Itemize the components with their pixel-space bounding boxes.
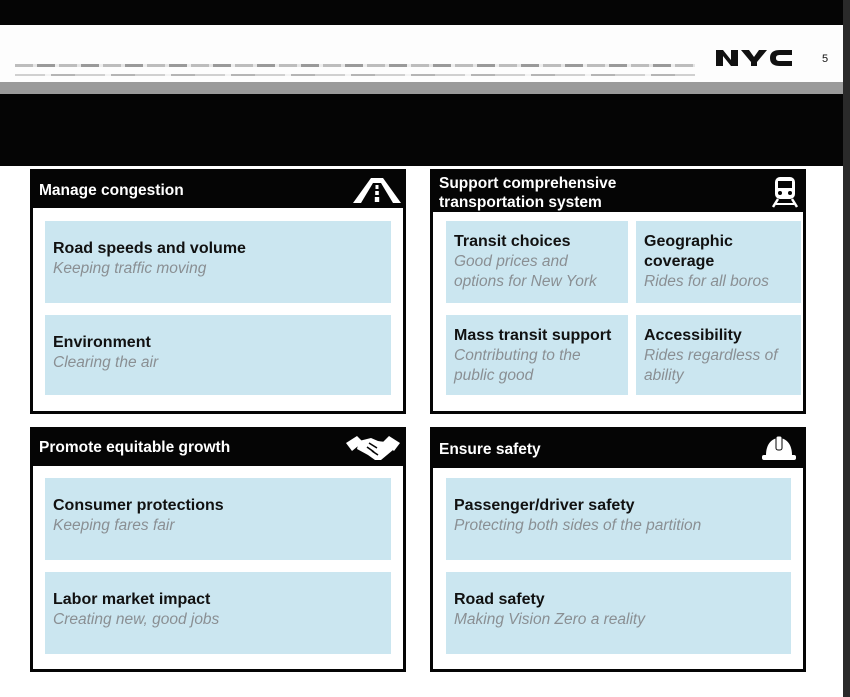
tile-title-line-1: Geographic xyxy=(644,233,733,250)
panel-title-line-2: transportation system xyxy=(439,194,602,211)
tile-title: Labor market impact xyxy=(53,591,211,608)
tile-subtitle-line-2: public good xyxy=(454,367,534,384)
manage-congestion-panel xyxy=(30,169,406,414)
tile-consumer-protections xyxy=(45,478,391,560)
panel-header xyxy=(433,172,803,212)
title-bar xyxy=(0,94,843,166)
tile-subtitle: Clearing the air xyxy=(53,354,159,371)
tile-subtitle-line-2: options for New York xyxy=(454,273,597,290)
tile-title: Road safety xyxy=(454,591,545,608)
equitable-growth-panel xyxy=(30,427,406,672)
tile-road-speeds xyxy=(45,221,391,303)
tile-subtitle: Making Vision Zero a reality xyxy=(454,611,645,628)
panel-header xyxy=(433,430,803,468)
tile-title: Mass transit support xyxy=(454,327,612,344)
tile-title-line-2: coverage xyxy=(644,253,715,270)
train-icon xyxy=(770,175,800,209)
tile-title: Accessibility xyxy=(644,327,742,344)
tile-transit-choices xyxy=(446,221,628,303)
panel-title: Promote equitable growth xyxy=(39,439,231,456)
top-black-bar xyxy=(0,0,850,25)
tile-environment xyxy=(45,315,391,395)
tile-subtitle: Creating new, good jobs xyxy=(53,611,220,628)
transportation-system-panel xyxy=(430,169,806,414)
panel-header xyxy=(33,430,403,466)
tile-subtitle: Protecting both sides of the partition xyxy=(454,517,702,534)
tile-title: Environment xyxy=(53,334,151,351)
tile-subtitle-line-2: ability xyxy=(644,367,684,384)
panel-title: Ensure safety xyxy=(439,441,541,458)
tile-subtitle-line-1: Contributing to the xyxy=(454,347,581,364)
panel-header xyxy=(33,172,403,208)
hard-hat-icon xyxy=(761,434,797,462)
ensure-safety-panel xyxy=(430,427,806,672)
tile-subtitle-line-1: Rides regardless of xyxy=(644,347,778,364)
tile-geographic-coverage xyxy=(636,221,801,303)
nyc-logo xyxy=(716,46,792,68)
faded-subtitle-line-2 xyxy=(15,74,695,76)
tile-accessibility xyxy=(636,315,801,395)
header-divider xyxy=(0,82,843,94)
faded-subtitle-line xyxy=(15,64,695,67)
tile-subtitle: Keeping traffic moving xyxy=(53,260,207,277)
tile-passenger-driver-safety xyxy=(446,478,791,560)
tile-title: Consumer protections xyxy=(53,497,224,514)
tile-title: Passenger/driver safety xyxy=(454,497,635,514)
road-icon xyxy=(351,176,403,204)
tile-mass-transit-support xyxy=(446,315,628,395)
tile-subtitle: Keeping fares fair xyxy=(53,517,175,534)
page-number: 5 xyxy=(822,53,829,65)
tile-road-safety xyxy=(446,572,791,654)
tile-subtitle: Rides for all boros xyxy=(644,273,769,290)
tile-title: Road speeds and volume xyxy=(53,240,246,257)
tile-subtitle-line-1: Good prices and xyxy=(454,253,568,270)
tile-labor-market xyxy=(45,572,391,654)
tile-title: Transit choices xyxy=(454,233,571,250)
panel-title: Manage congestion xyxy=(39,182,184,199)
scan-edge xyxy=(843,0,850,697)
panel-title-line-1: Support comprehensive xyxy=(439,175,617,192)
handshake-icon xyxy=(345,433,401,463)
